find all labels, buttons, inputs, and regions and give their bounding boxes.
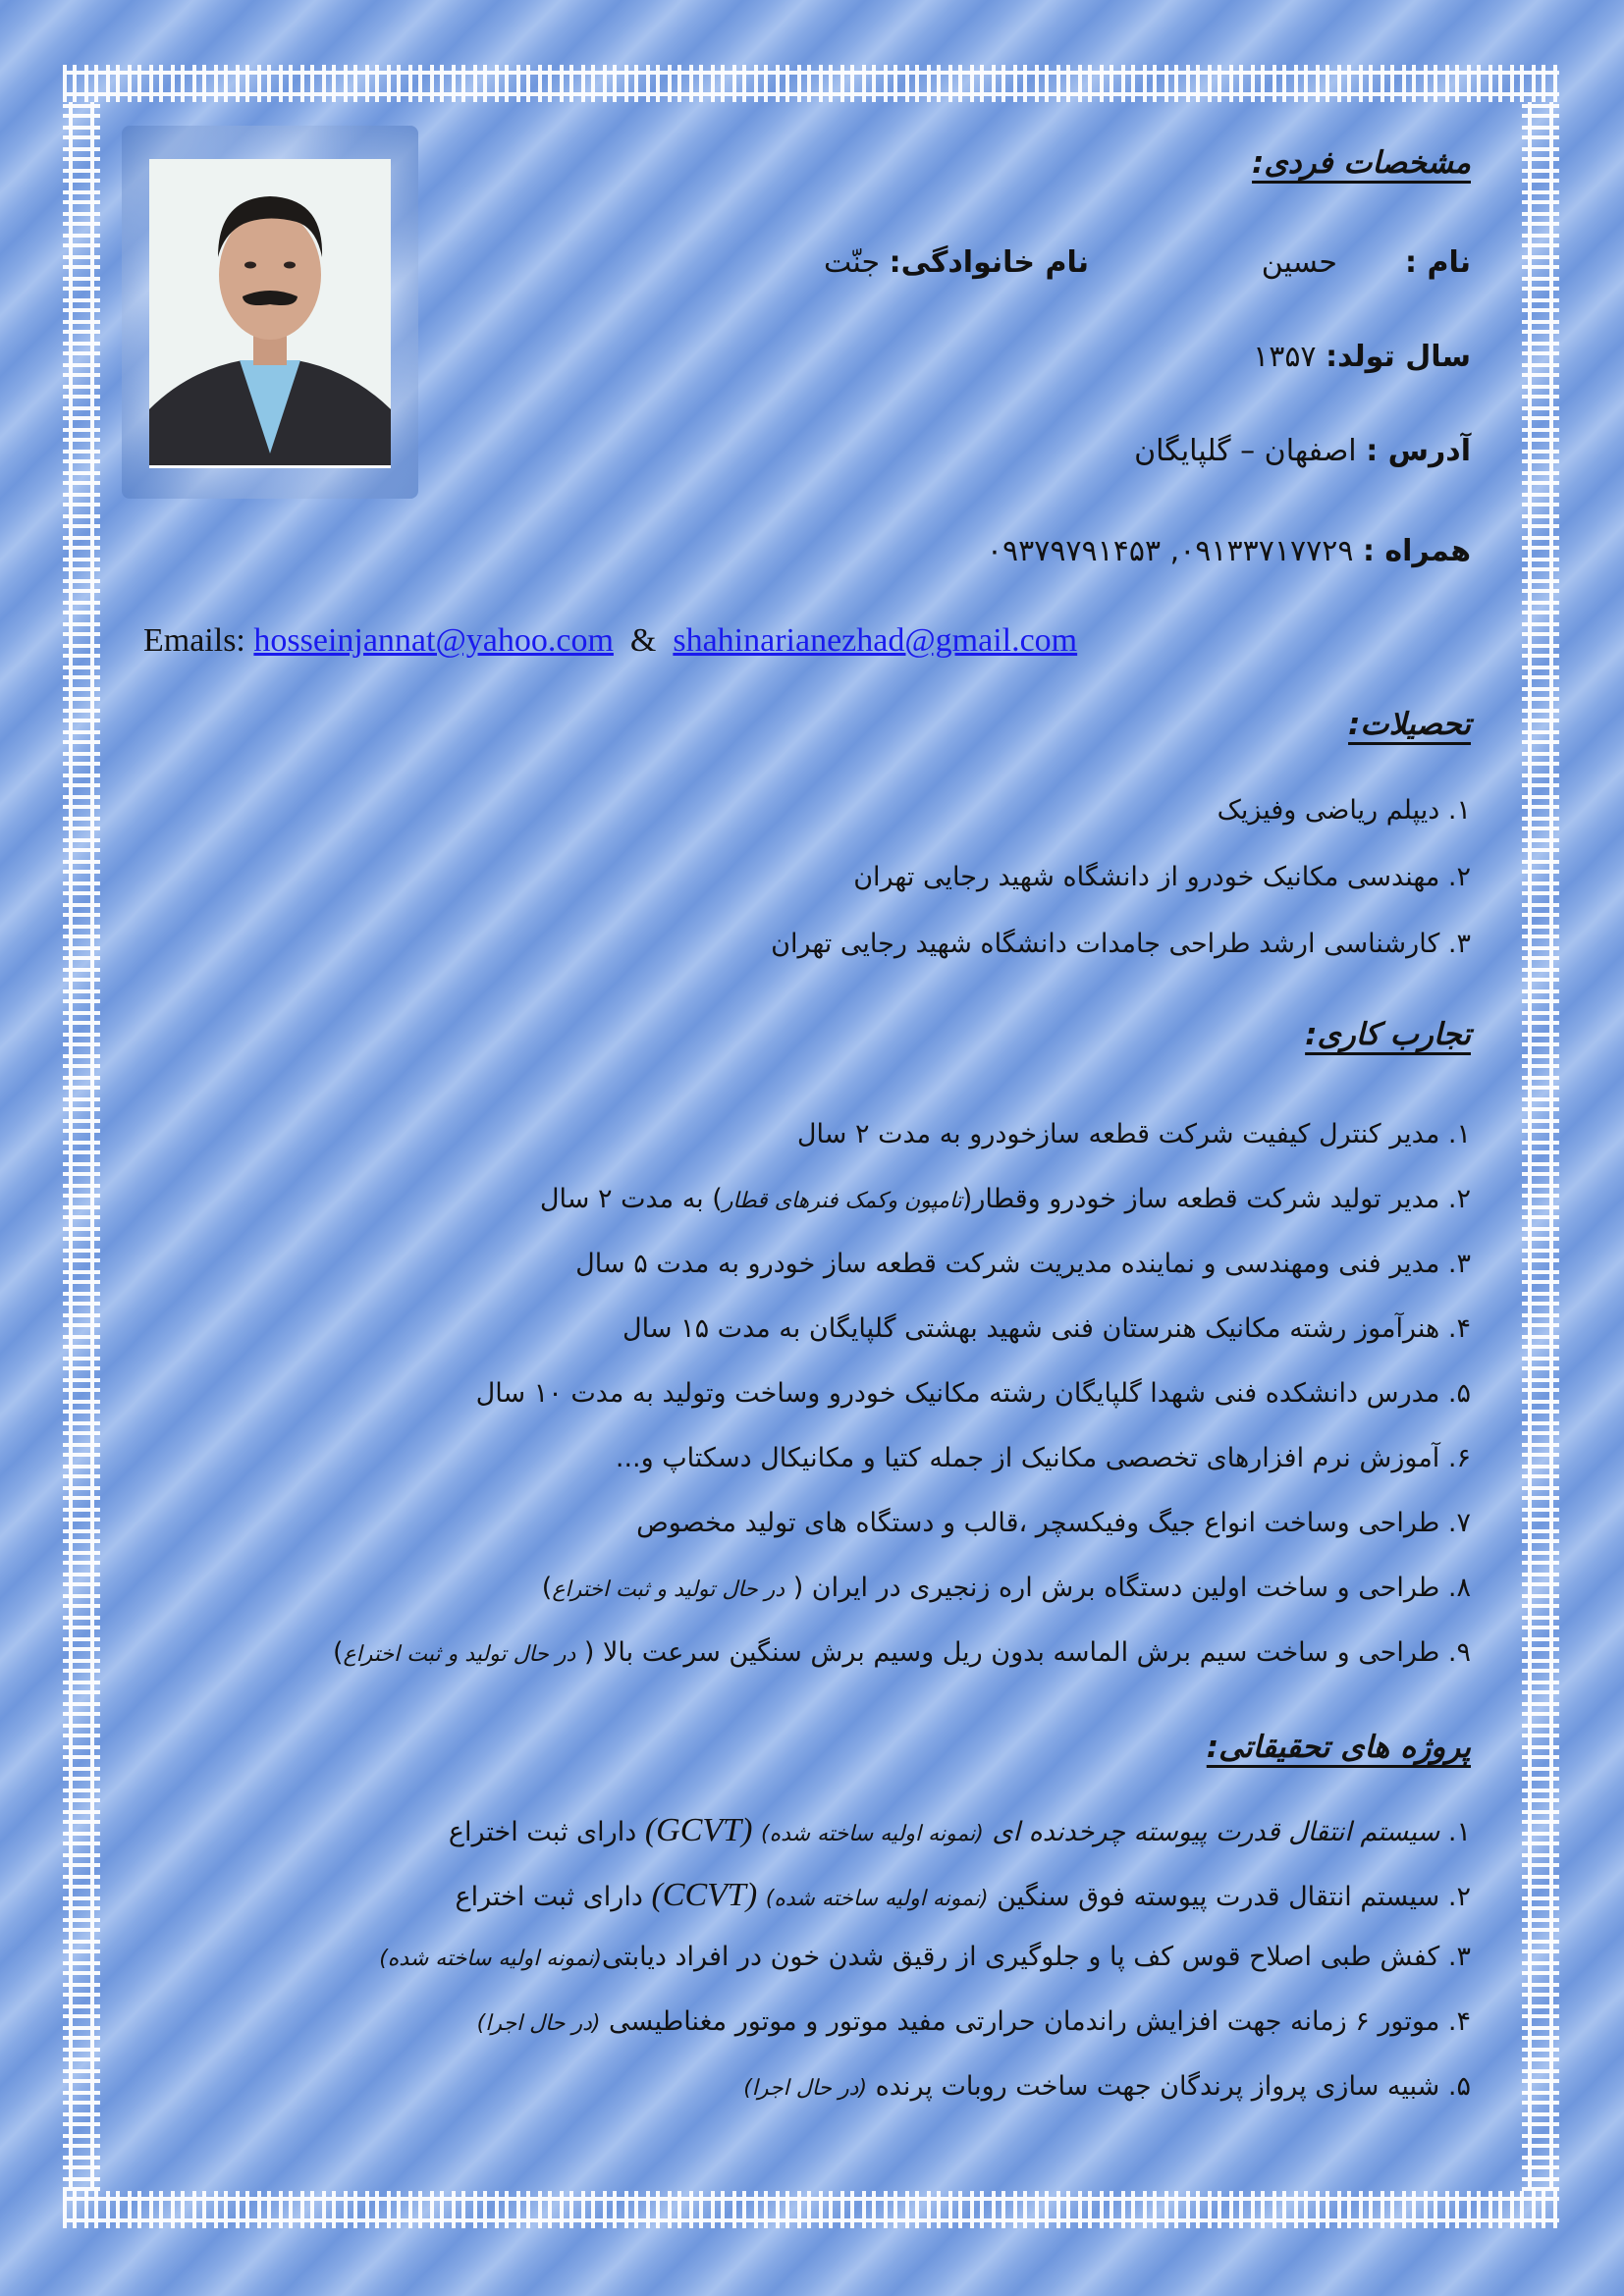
education-item (1218, 797, 1471, 824)
item-number: ۴. (1447, 2006, 1471, 2037)
research-item (455, 1879, 1471, 1912)
experience-item (623, 1315, 1471, 1342)
item-number: ۳. (1447, 929, 1471, 959)
item-text-tail: دارای ثبت اختراع (455, 1882, 643, 1912)
item-text: طراحی و ساخت سیم برش الماسه بدون ریل وسیم برش سنگین سرعت بالا ( (575, 1637, 1440, 1668)
item-note: (در حال اجرا) (476, 2011, 601, 2036)
last-name-label: نام خانوادگی: (889, 245, 1089, 280)
item-text: مدرس دانشکده فنی شهدا گلپایگان رشته مکانیک خودرو وساخت وتولید به مدت ۱۰ سال (475, 1378, 1440, 1409)
item-text-tail: ) (541, 1573, 553, 1603)
emails-label: Emails: (143, 622, 245, 659)
experience-item (636, 1510, 1471, 1536)
experience-item (540, 1186, 1471, 1212)
item-number: ۲. (1447, 1184, 1471, 1214)
phone-value: ۰۹۱۳۳۷۱۷۷۲۹, ۰۹۳۷۹۷۹۱۴۵۳ (986, 534, 1354, 568)
research-item (379, 1944, 1471, 1970)
item-text: مدیر تولید شرکت قطعه ساز خودرو وقطار( (961, 1184, 1440, 1214)
experience-item (797, 1121, 1471, 1148)
item-text: دیپلم ریاضی وفیزیک (1217, 795, 1440, 826)
email-link-gmail[interactable]: shahinarianezhad@gmail.com (673, 622, 1078, 659)
item-number: ۸. (1447, 1573, 1471, 1603)
experience-item (333, 1639, 1471, 1666)
emails-row (143, 622, 1077, 660)
research-item (743, 2073, 1471, 2100)
item-text: شبیه سازی پرواز پرندگان جهت ساخت روبات پرنده (867, 2071, 1440, 2102)
education-item (853, 864, 1471, 890)
item-number: ۹. (1447, 1637, 1471, 1668)
research-item (449, 1814, 1471, 1847)
experience-heading: تجارب کاری: (1305, 1017, 1471, 1052)
frame-border-bottom (63, 2191, 1559, 2228)
frame-border-top (63, 65, 1559, 102)
item-note: تامپون وکمک فنرهای قطار (722, 1189, 962, 1213)
item-text: طراحی وساخت انواع جیگ وفیکسچر ،قالب و دستگاه های تولید مخصوص (636, 1508, 1440, 1538)
education-item (771, 931, 1471, 957)
item-text: طراحی و ساخت اولین دستگاه برش اره زنجیری در ایران ( (785, 1573, 1440, 1603)
item-number: ۲. (1447, 862, 1471, 892)
item-text: موتور ۶ زمانه جهت افزایش راندمان حرارتی مفید موتور و موتور مغناطیسی (600, 2006, 1440, 2037)
item-text: آموزش نرم افزارهای تخصصی مکانیک از جمله کتیا و مکانیکال دسکتاپ و... (615, 1443, 1440, 1473)
frame-border-left (63, 102, 100, 2191)
portrait-image (149, 159, 391, 465)
item-text: کفش طبی اصلاح قوس کف پا و جلوگیری از رقیق شدن خون در افراد دیابتی (602, 1942, 1440, 1972)
item-number: ۶. (1447, 1443, 1471, 1473)
item-number: ۵. (1447, 2071, 1471, 2102)
first-name-label: نام : (1405, 245, 1471, 280)
item-number: ۷. (1447, 1508, 1471, 1538)
research-heading: پروژه های تحقیقاتی: (1206, 1730, 1471, 1765)
phone-label: همراه : (1362, 534, 1471, 568)
item-text: سیستم انتقال قدرت پیوسته چرخدنده ای (983, 1817, 1440, 1847)
item-number: ۲. (1447, 1882, 1471, 1912)
item-number: ۳. (1447, 1249, 1471, 1279)
birth-value: ۱۳۵۷ (1253, 340, 1317, 374)
experience-item (542, 1575, 1471, 1601)
item-text-tail: دارای ثبت اختراع (448, 1817, 637, 1847)
item-number: ۱. (1447, 1119, 1471, 1149)
last-name-value: جنّت (823, 245, 881, 280)
item-text: مدیر فنی ومهندسی و نماینده مدیریت شرکت قطعه ساز خودرو به مدت ۵ سال (575, 1249, 1440, 1279)
item-note: (نمونه اولیه ساخته شده) (379, 1947, 603, 1971)
item-number: ۱. (1447, 1817, 1471, 1847)
item-note: (در حال اجرا) (743, 2076, 868, 2101)
item-note: در حال تولید و ثبت اختراع (552, 1577, 785, 1602)
item-text-tail: ) به مدت ۲ سال (539, 1184, 723, 1214)
experience-item (476, 1380, 1471, 1407)
emails-separator: & (629, 622, 657, 659)
personal-heading: مشخصات فردی: (1252, 145, 1471, 181)
item-number: ۴. (1447, 1313, 1471, 1344)
last-name-row (824, 245, 1089, 280)
first-name-value: حسین (1261, 245, 1337, 280)
experience-item (575, 1251, 1471, 1277)
item-text: کارشناسی ارشد طراحی جامدات دانشگاه شهید رجایی تهران (771, 929, 1440, 959)
email-link-yahoo[interactable]: hosseinjannat@yahoo.com (253, 622, 614, 659)
research-item (477, 2008, 1471, 2035)
item-acronym: (CCVT) (651, 1877, 758, 1913)
item-number: ۵. (1447, 1378, 1471, 1409)
education-heading: تحصیلات: (1348, 707, 1471, 742)
address-value: اصفهان – گلپایگان (1134, 434, 1357, 468)
item-text-tail: ) (332, 1637, 344, 1668)
item-text: هنرآموز رشته مکانیک هنرستان فنی شهید بهشتی گلپایگان به مدت ۱۵ سال (623, 1313, 1440, 1344)
item-text: مهندسی مکانیک خودرو از دانشگاه شهید رجایی تهران (853, 862, 1440, 892)
frame-border-right (1522, 102, 1559, 2191)
item-number: ۳. (1447, 1942, 1471, 1972)
address-label: آدرس : (1366, 434, 1471, 468)
item-text: مدیر کنترل کیفیت شرکت قطعه سازخودرو به مدت ۲ سال (796, 1119, 1440, 1149)
item-number: ۱. (1447, 795, 1471, 826)
item-acronym: (GCVT) (644, 1812, 753, 1848)
item-note: در حال تولید و ثبت اختراع (343, 1642, 576, 1667)
profile-photo (149, 159, 391, 468)
item-note: (نمونه اولیه ساخته شده) (765, 1887, 989, 1911)
birth-label: سال تولد: (1326, 340, 1471, 374)
birth-row (1253, 340, 1471, 374)
item-note: (نمونه اولیه ساخته شده) (761, 1822, 984, 1846)
item-text: سیستم انتقال قدرت پیوسته فوق سنگین (988, 1882, 1440, 1912)
experience-item (616, 1445, 1471, 1471)
phone-row (987, 534, 1471, 568)
address-row (1134, 434, 1471, 468)
